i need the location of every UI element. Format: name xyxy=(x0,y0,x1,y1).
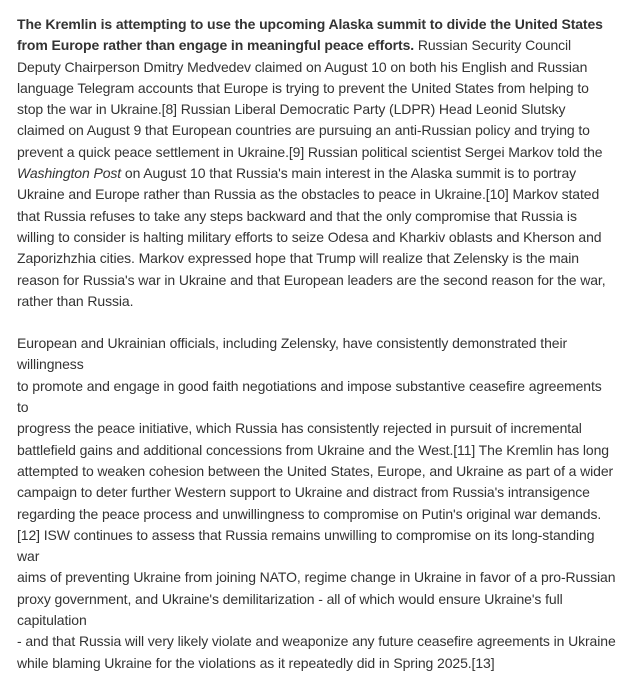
paragraph-line: proxy government, and Ukraine's demilitarization - all of which would ensure Ukraine's full capitulation xyxy=(17,590,563,629)
paragraph-line: European and Ukrainian officials, including Zelensky, have consistently demonstrated their willingness xyxy=(17,335,568,373)
paragraph-line: regarding the peace process and unwillingness to compromise on Putin's original war demands. xyxy=(17,505,602,522)
paragraph-text: on August 10 that Russia's main interest in the Alaska summit is to portray Ukraine and Europe rather than Russia as the obstacles to peace in Ukraine.[10] Markov stated that Russia refuses to take any steps backward and that the only compromise that Russia is willing to consider is halting military efforts to seize Odesa and Kharkiv oblasts and Kherson and Zaporizhzhia cities. Markov expressed hope that Trump will realize that Zelensky is the main reason for Russia's war in Ukraine and that European leaders are the second reason for the war, rather than Russia. xyxy=(17,165,606,309)
paragraph-line: while blaming Ukraine for the violations as it repeatedly did in Spring 2025.[13] xyxy=(17,654,495,671)
paragraph-officials xyxy=(17,333,616,674)
paragraph-line: [12] ISW continues to assess that Russia remains unwilling to compromise on its long-standing war xyxy=(17,526,595,565)
paragraph-line: - and that Russia will very likely violate and weaponize any future ceasefire agreements in Ukraine xyxy=(17,633,616,650)
paragraph-text: Russian Security Council Deputy Chairperson Dmitry Medvedev claimed on August 10 on both his English and Russian language Telegram accounts that Europe is trying to prevent the United States from helping to stop the war in Ukraine.[8] Russian Liberal Democratic Party (LDPR) Head Leonid Slutsky claimed on August 9 that European countries are pursuing an anti-Russian policy and trying to prevent a quick peace settlement in Ukraine.[9] Russian political scientist Sergei Markov told the xyxy=(17,37,603,160)
paragraph-line: progress the peace initiative, which Russia has consistently rejected in pursuit of incremental xyxy=(17,420,582,437)
paragraph-line: to promote and engage in good faith negotiations and impose substantive ceasefire agreements to xyxy=(17,377,602,416)
paragraph-line: aims of preventing Ukraine from joining NATO, regime change in Ukraine in favor of a pro-Russian xyxy=(17,569,616,586)
paragraph-line: campaign to deter further Western support to Ukraine and distract from Russia's intransigence xyxy=(17,484,590,501)
paragraph-line: battlefield gains and additional concessions from Ukraine and the West.[11] The Kremlin has long xyxy=(17,441,609,458)
paragraph-kremlin-summit xyxy=(17,14,616,312)
publication-title: Washington Post xyxy=(17,165,122,182)
paragraph-line: attempted to weaken cohesion between the United States, Europe, and Ukraine as part of a wider xyxy=(17,462,614,479)
paragraph-lead: The Kremlin is attempting to use the upcoming Alaska summit to divide the United States from Europe rather than engage in meaningful peace efforts. xyxy=(17,16,603,54)
